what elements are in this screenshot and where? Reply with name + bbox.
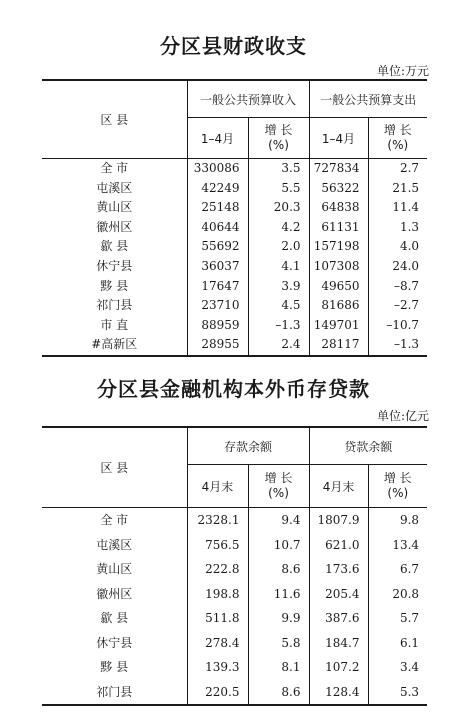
value-cell: 511.8 (187, 606, 248, 631)
value-cell: 40644 (187, 218, 248, 238)
value-cell: 61131 (309, 218, 368, 238)
value-cell: 387.6 (309, 606, 368, 631)
value-cell: 9.8 (368, 508, 427, 533)
value-cell: 11.6 (248, 582, 309, 607)
value-cell: 28955 (187, 335, 248, 356)
growth-label-line1: 增 长 (383, 471, 412, 485)
value-cell: 205.4 (309, 582, 368, 607)
value-cell: 9.4 (248, 508, 309, 533)
table-row (42, 582, 427, 607)
region-cell: #高新区 (91, 337, 138, 352)
finance-dep-growth-header (248, 465, 309, 508)
value-cell: 3.5 (248, 159, 309, 179)
value-cell: 1.3 (368, 218, 427, 238)
finance-deposit-header: 存款余额 (187, 427, 309, 465)
fiscal-rev-period-header: 1–4月 (187, 118, 248, 159)
value-cell: 107.2 (309, 655, 368, 680)
value-cell: 3.4 (368, 655, 427, 680)
value-cell: 42249 (187, 179, 248, 199)
region-cell: 屯溪区 (96, 537, 133, 552)
value-cell: –8.7 (368, 277, 427, 297)
region-cell: 休宁县 (96, 258, 133, 273)
finance-region-header: 区 县 (42, 427, 187, 508)
value-cell: 1807.9 (309, 508, 368, 533)
value-cell: 36037 (187, 257, 248, 277)
finance-unit-label: 单位:亿元 (376, 409, 429, 423)
table-row (42, 179, 427, 199)
table-row (42, 335, 427, 356)
region-cell: 黟 县 (100, 278, 129, 293)
value-cell: 149701 (309, 316, 368, 336)
value-cell: 128.4 (309, 680, 368, 706)
table-row (42, 631, 427, 656)
value-cell: 25148 (187, 198, 248, 218)
growth-label-line2: (%) (387, 486, 409, 500)
value-cell: 24.0 (368, 257, 427, 277)
region-cell: 屯溪区 (96, 180, 133, 195)
table-row (42, 606, 427, 631)
value-cell: 2.4 (248, 335, 309, 356)
value-cell: 5.3 (368, 680, 427, 706)
value-cell: –2.7 (368, 296, 427, 316)
region-cell: 徽州区 (96, 586, 133, 601)
region-cell: 市 直 (100, 317, 129, 332)
fiscal-expenditure-header: 一般公共预算支出 (309, 80, 427, 118)
table-row (42, 680, 427, 706)
value-cell: 8.6 (248, 557, 309, 582)
growth-label-line1: 增 长 (264, 123, 293, 137)
value-cell: 3.9 (248, 277, 309, 297)
value-cell: 5.7 (368, 606, 427, 631)
value-cell: 5.5 (248, 179, 309, 199)
region-cell: 祁门县 (96, 684, 133, 699)
region-cell: 休宁县 (96, 635, 133, 650)
finance-table (42, 426, 427, 706)
value-cell: 107308 (309, 257, 368, 277)
value-cell: 330086 (187, 159, 248, 179)
value-cell: 4.2 (248, 218, 309, 238)
table-row (42, 533, 427, 558)
finance-dep-period-header: 4月末 (187, 465, 248, 508)
region-cell: 黄山区 (96, 200, 133, 215)
value-cell: –1.3 (248, 316, 309, 336)
table-row (42, 198, 427, 218)
value-cell: 10.7 (248, 533, 309, 558)
region-cell: 徽州区 (96, 219, 133, 234)
value-cell: 9.9 (248, 606, 309, 631)
value-cell: 13.4 (368, 533, 427, 558)
region-cell: 黄山区 (96, 562, 133, 576)
value-cell: 2.7 (368, 159, 427, 179)
growth-label-line2: (%) (268, 486, 289, 500)
finance-loan-growth-header (368, 465, 427, 508)
value-cell: 20.3 (248, 198, 309, 218)
fiscal-table (42, 79, 427, 357)
fiscal-exp-growth-header (368, 118, 427, 159)
value-cell: 88959 (187, 316, 248, 336)
table-row (42, 159, 427, 179)
value-cell: 756.5 (187, 533, 248, 558)
value-cell: 28117 (309, 335, 368, 356)
value-cell: 139.3 (187, 655, 248, 680)
value-cell: 184.7 (309, 631, 368, 656)
value-cell: 49650 (309, 277, 368, 297)
growth-label-line2: (%) (268, 138, 289, 152)
fiscal-exp-period-header: 1–4月 (309, 118, 368, 159)
value-cell: 23710 (187, 296, 248, 316)
value-cell: 2328.1 (187, 508, 248, 533)
value-cell: 220.5 (187, 680, 248, 706)
region-cell: 全 市 (100, 513, 129, 527)
value-cell: 4.0 (368, 237, 427, 257)
growth-label-line1: 增 长 (264, 471, 293, 485)
value-cell: 2.0 (248, 237, 309, 257)
finance-loan-header: 贷款余额 (309, 427, 427, 465)
fiscal-title: 分区县财政收支 (160, 34, 307, 58)
table-row (42, 296, 427, 316)
region-cell: 全 市 (100, 161, 129, 175)
value-cell: 64838 (309, 198, 368, 218)
value-cell: 222.8 (187, 557, 248, 582)
fiscal-unit-label: 单位:万元 (376, 64, 429, 78)
value-cell: 621.0 (309, 533, 368, 558)
table-row (42, 508, 427, 533)
growth-label-line2: (%) (387, 138, 409, 152)
value-cell: 8.1 (248, 655, 309, 680)
table-row (42, 257, 427, 277)
value-cell: 17647 (187, 277, 248, 297)
value-cell: 727834 (309, 159, 368, 179)
value-cell: –1.3 (368, 335, 427, 356)
table-row (42, 655, 427, 680)
finance-title: 分区县金融机构本外币存贷款 (97, 377, 370, 401)
value-cell: 5.8 (248, 631, 309, 656)
value-cell: 6.1 (368, 631, 427, 656)
region-cell: 黟 县 (100, 660, 129, 674)
value-cell: 173.6 (309, 557, 368, 582)
table-row (42, 218, 427, 238)
value-cell: 21.5 (368, 179, 427, 199)
fiscal-rev-growth-header (248, 118, 309, 159)
value-cell: 55692 (187, 237, 248, 257)
value-cell: 4.5 (248, 296, 309, 316)
value-cell: 198.8 (187, 582, 248, 607)
fiscal-revenue-header: 一般公共预算收入 (187, 80, 309, 118)
table-row (42, 237, 427, 257)
value-cell: 81686 (309, 296, 368, 316)
value-cell: 20.8 (368, 582, 427, 607)
value-cell: 56322 (309, 179, 368, 199)
table-row (42, 277, 427, 297)
value-cell: 6.7 (368, 557, 427, 582)
table-row (42, 557, 427, 582)
value-cell: –10.7 (368, 316, 427, 336)
finance-loan-period-header: 4月末 (309, 465, 368, 508)
growth-label-line1: 增 长 (383, 123, 412, 137)
value-cell: 11.4 (368, 198, 427, 218)
region-cell: 歙 县 (100, 611, 129, 625)
value-cell: 278.4 (187, 631, 248, 656)
region-cell: 歙 县 (100, 239, 129, 254)
fiscal-region-header: 区 县 (42, 80, 187, 159)
value-cell: 8.6 (248, 680, 309, 706)
table-row (42, 316, 427, 336)
value-cell: 4.1 (248, 257, 309, 277)
value-cell: 157198 (309, 237, 368, 257)
region-cell: 祁门县 (96, 298, 133, 313)
